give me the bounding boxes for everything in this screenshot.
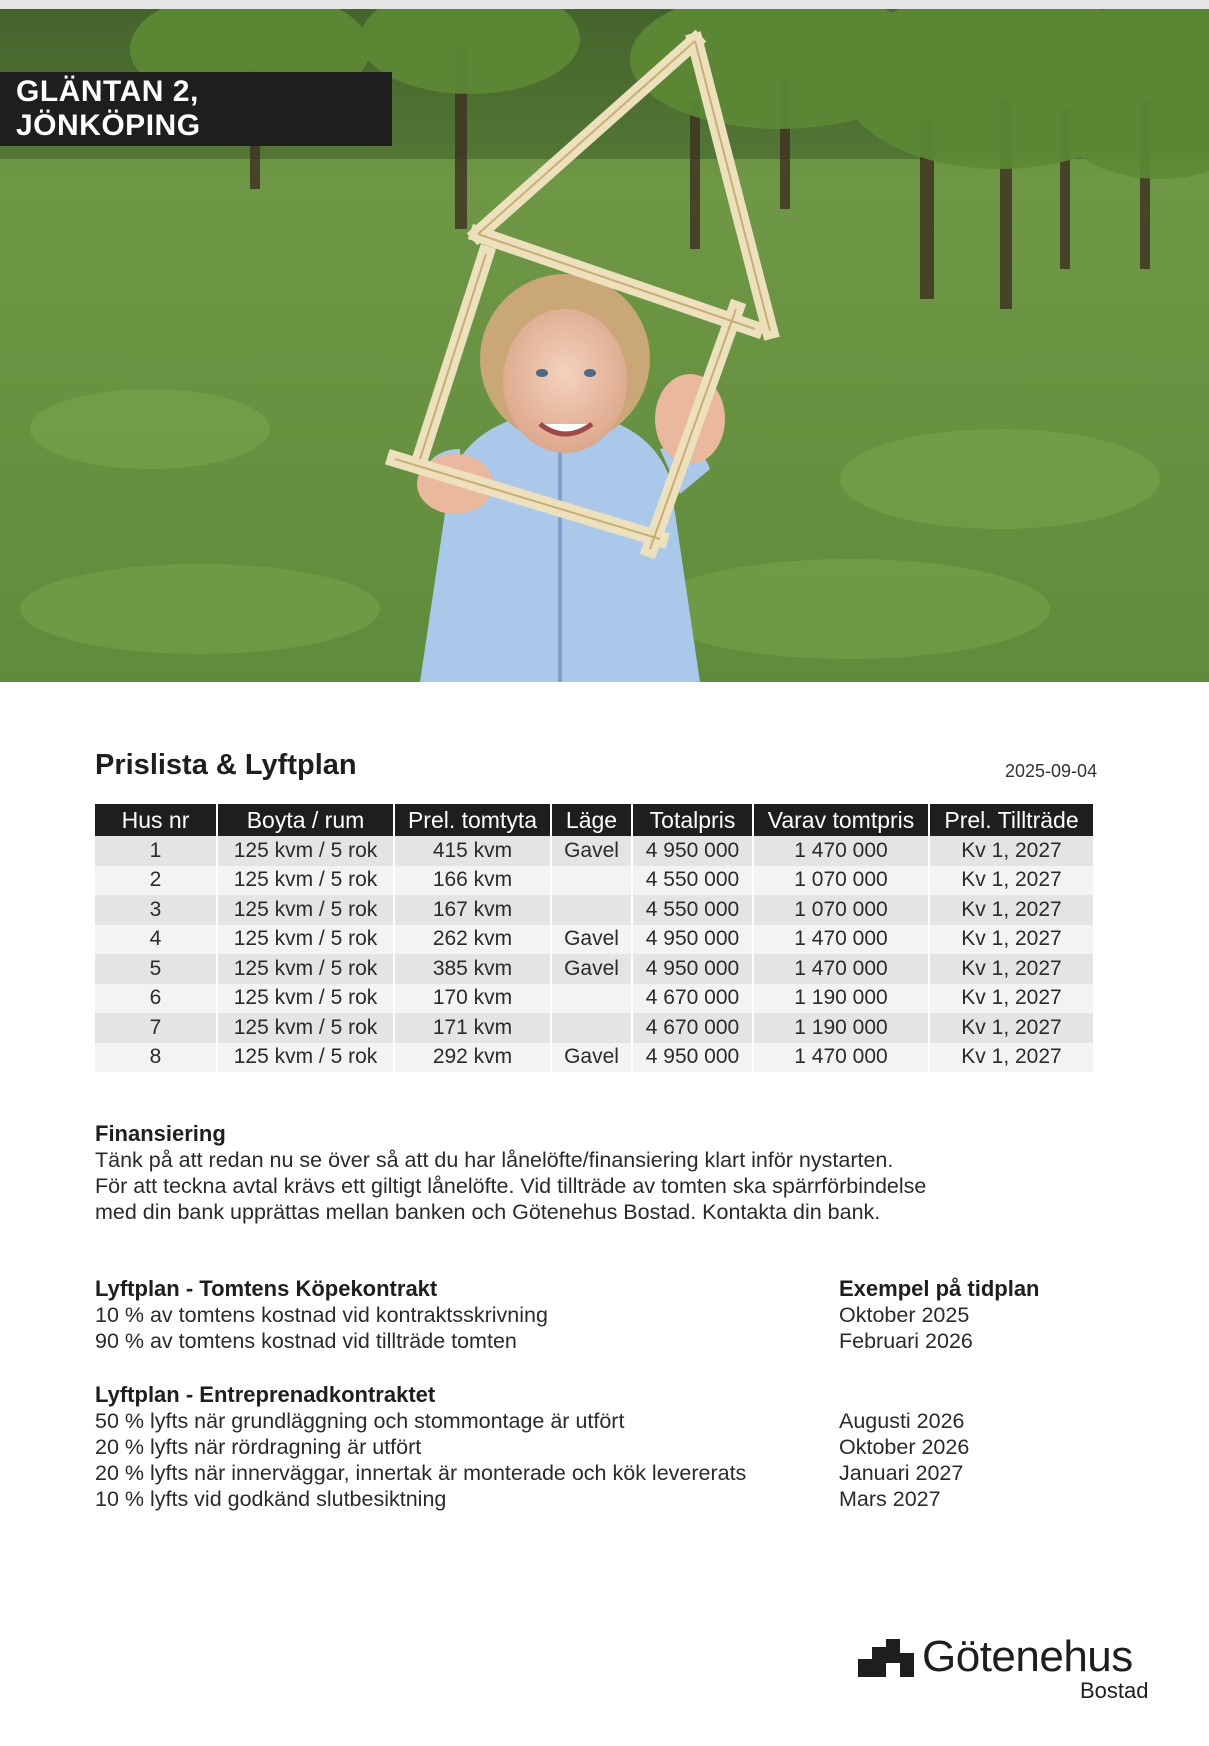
plan-item-text: 20 % lyfts när rördragning är utfört [95,1435,422,1459]
plan-item-text: 50 % lyfts när grundläggning och stommontage är utfört [95,1409,625,1433]
table-cell: 4 550 000 [632,866,753,896]
table-cell: 4 950 000 [632,925,753,955]
table-cell: Kv 1, 2027 [929,1043,1093,1073]
table-cell: 4 950 000 [632,836,753,866]
price-table [95,804,1093,1072]
column-header: Varav tomtpris [753,804,929,836]
logo-mark-icon [858,1639,914,1677]
table-cell: 415 kvm [394,836,551,866]
financing-line: med din bank upprättas mellan banken och Götenehus Bostad. Kontakta din bank. [95,1200,881,1224]
column-header: Läge [551,804,632,836]
location-title: GLÄNTAN 2, JÖNKÖPING [16,75,201,142]
table-row [95,1043,1093,1073]
plan-item [95,1434,1095,1460]
column-header: Prel. Tillträde [929,804,1093,836]
plan-item-date: Oktober 2026 [839,1435,970,1459]
table-cell: 1 190 000 [753,984,929,1014]
table-cell: Kv 1, 2027 [929,866,1093,896]
table-cell: 1 070 000 [753,866,929,896]
table-cell: 1 [95,836,217,866]
plan-item-date: Oktober 2025 [839,1303,970,1327]
financing-line: Tänk på att redan nu se över så att du har lånelöfte/finansiering klart inför nystarten. [95,1148,894,1172]
top-strip [0,0,1209,9]
table-cell: 2 [95,866,217,896]
timeline-heading: Exempel på tidplan [839,1276,1040,1301]
plan-item [95,1302,1095,1328]
table-cell [551,866,632,896]
table-cell: 4 670 000 [632,1013,753,1043]
table-cell: 1 470 000 [753,925,929,955]
table-cell: Kv 1, 2027 [929,836,1093,866]
table-row [95,895,1093,925]
column-header: Boyta / rum [217,804,394,836]
table-cell: Kv 1, 2027 [929,954,1093,984]
table-body [95,836,1093,1072]
contract-plan-heading: Lyftplan - Entreprenadkontraktet [95,1382,436,1407]
table-cell: 170 kvm [394,984,551,1014]
plan-item-date: Mars 2027 [839,1487,941,1511]
plan-item-date: Februari 2026 [839,1329,973,1353]
table-row [95,1013,1093,1043]
table-cell [551,984,632,1014]
logo-name: Götenehus [922,1632,1133,1681]
financing-heading: Finansiering [95,1121,226,1146]
table-cell: 1 190 000 [753,1013,929,1043]
table-cell: 4 950 000 [632,1043,753,1073]
column-header: Totalpris [632,804,753,836]
plan-item-text: 20 % lyfts när innerväggar, innertak är monterade och kök levererats [95,1461,747,1485]
table-cell: Gavel [551,836,632,866]
financing-section [95,1121,1095,1225]
table-cell: 125 kvm / 5 rok [217,954,394,984]
plan-item [95,1408,1095,1434]
table-row [95,866,1093,896]
table-row [95,984,1093,1014]
table-row [95,836,1093,866]
plot-plan-heading: Lyftplan - Tomtens Köpekontrakt [95,1276,438,1301]
table-cell: 292 kvm [394,1043,551,1073]
table-cell: 1 070 000 [753,895,929,925]
table-cell: 7 [95,1013,217,1043]
plan-item [95,1486,1095,1512]
table-cell: 167 kvm [394,895,551,925]
table-row [95,954,1093,984]
table-cell: 262 kvm [394,925,551,955]
table-cell: 1 470 000 [753,1043,929,1073]
plan-item-text: 10 % lyfts vid godkänd slutbesiktning [95,1487,447,1511]
table-cell: 3 [95,895,217,925]
table-cell: Gavel [551,954,632,984]
table-header-row [95,804,1093,836]
table-cell [551,895,632,925]
table-cell: Kv 1, 2027 [929,925,1093,955]
plan-item-date: Augusti 2026 [839,1409,965,1433]
table-cell: Kv 1, 2027 [929,1013,1093,1043]
table-row [95,925,1093,955]
table-cell [551,1013,632,1043]
table-cell: 1 470 000 [753,836,929,866]
table-cell: Gavel [551,1043,632,1073]
location-badge [0,72,392,146]
table-cell: 125 kvm / 5 rok [217,895,394,925]
table-cell: 4 550 000 [632,895,753,925]
table-cell: 5 [95,954,217,984]
document-date: 2025-09-04 [1005,761,1098,781]
financing-line: För att teckna avtal krävs ett giltigt lånelöfte. Vid tillträde av tomten ska spärrförbindelse [95,1174,927,1198]
column-header: Hus nr [95,804,217,836]
table-cell: Gavel [551,925,632,955]
plan-item [95,1328,1095,1354]
table-cell: 8 [95,1043,217,1073]
table-cell: 166 kvm [394,866,551,896]
logo-sub: Bostad [1080,1678,1149,1703]
table-cell: 125 kvm / 5 rok [217,866,394,896]
table-cell: Kv 1, 2027 [929,895,1093,925]
table-cell: 125 kvm / 5 rok [217,836,394,866]
plan-item-date: Januari 2027 [839,1461,964,1485]
table-cell: 385 kvm [394,954,551,984]
table-cell: Kv 1, 2027 [929,984,1093,1014]
contract-payment-plan [95,1382,1095,1512]
table-cell: 171 kvm [394,1013,551,1043]
table-cell: 6 [95,984,217,1014]
company-logo [858,1632,1158,1706]
plan-item-text: 90 % av tomtens kostnad vid tillträde tomten [95,1329,517,1353]
table-cell: 125 kvm / 5 rok [217,1043,394,1073]
plan-item-text: 10 % av tomtens kostnad vid kontraktsskrivning [95,1303,548,1327]
page-title: Prislista & Lyftplan [95,749,357,781]
table-cell: 4 950 000 [632,954,753,984]
table-cell: 1 470 000 [753,954,929,984]
table-cell: 125 kvm / 5 rok [217,925,394,955]
plot-payment-plan [95,1276,1095,1354]
table-cell: 4 [95,925,217,955]
table-cell: 125 kvm / 5 rok [217,1013,394,1043]
table-cell: 125 kvm / 5 rok [217,984,394,1014]
plan-item [95,1460,1095,1486]
table-cell: 4 670 000 [632,984,753,1014]
column-header: Prel. tomtyta [394,804,551,836]
hero-photo [0,9,1209,682]
